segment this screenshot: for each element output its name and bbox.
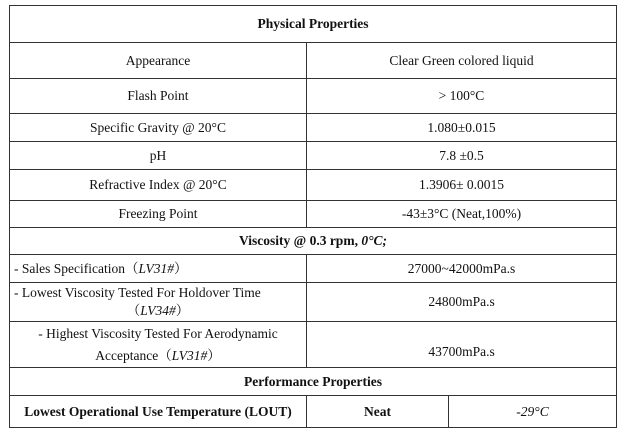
properties-table bbox=[9, 5, 617, 428]
refractive-index-value: 1.3906± 0.0015 bbox=[307, 170, 617, 201]
highest-viscosity-close: ） bbox=[207, 347, 221, 363]
freezing-point-value: -43±3°C (Neat,100%) bbox=[307, 201, 617, 228]
lout-value: -29°C bbox=[449, 396, 617, 428]
physical-properties-header: Physical Properties bbox=[10, 6, 617, 43]
table-row bbox=[10, 322, 617, 368]
highest-viscosity-line2 bbox=[14, 347, 302, 365]
lowest-viscosity-label bbox=[10, 283, 307, 322]
table-row bbox=[10, 43, 617, 79]
lowest-viscosity-line2 bbox=[14, 302, 302, 320]
specific-gravity-value: 1.080±0.015 bbox=[307, 114, 617, 142]
table-row bbox=[10, 142, 617, 170]
lowest-viscosity-open: （ bbox=[126, 303, 141, 318]
sales-spec-code: LV31# bbox=[138, 260, 174, 276]
lout-mode: Neat bbox=[307, 396, 449, 428]
ph-label: pH bbox=[10, 142, 307, 170]
specific-gravity-label: Specific Gravity @ 20°C bbox=[10, 114, 307, 142]
physical-header-row bbox=[10, 6, 617, 43]
viscosity-header-row bbox=[10, 228, 617, 255]
lowest-viscosity-line1: - Lowest Viscosity Tested For Holdover Time bbox=[14, 285, 261, 300]
freezing-point-label: Freezing Point bbox=[10, 201, 307, 228]
viscosity-header-text: Viscosity @ 0.3 rpm, bbox=[239, 233, 362, 248]
appearance-label: Appearance bbox=[10, 43, 307, 79]
table-row bbox=[10, 170, 617, 201]
appearance-value: Clear Green colored liquid bbox=[307, 43, 617, 79]
flash-point-value: > 100°C bbox=[307, 79, 617, 114]
highest-viscosity-value: 43700mPa.s bbox=[307, 322, 617, 368]
lowest-viscosity-code: LV34# bbox=[140, 303, 176, 318]
table-row bbox=[10, 201, 617, 228]
table-row bbox=[10, 79, 617, 114]
sales-spec-label bbox=[10, 255, 307, 283]
performance-properties-header: Performance Properties bbox=[10, 368, 617, 396]
table-row bbox=[10, 255, 617, 283]
sales-spec-suffix: ） bbox=[173, 260, 188, 276]
sales-spec-value: 27000~42000mPa.s bbox=[307, 255, 617, 283]
sales-spec-text: - Sales Specification（ bbox=[14, 260, 139, 276]
viscosity-header bbox=[10, 228, 617, 255]
viscosity-header-temp: 0°C; bbox=[361, 233, 387, 248]
table-row bbox=[10, 283, 617, 322]
highest-viscosity-label bbox=[10, 322, 307, 368]
lowest-viscosity-value: 24800mPa.s bbox=[307, 283, 617, 322]
table-row bbox=[10, 114, 617, 142]
highest-viscosity-line1: - Highest Viscosity Tested For Aerodynamic bbox=[38, 325, 278, 341]
table-row bbox=[10, 396, 617, 428]
highest-viscosity-text: Acceptance（ bbox=[95, 347, 172, 363]
ph-value: 7.8 ±0.5 bbox=[307, 142, 617, 170]
lout-label: Lowest Operational Use Temperature (LOUT) bbox=[10, 396, 307, 428]
lowest-viscosity-close: ） bbox=[175, 303, 190, 318]
refractive-index-label: Refractive Index @ 20°C bbox=[10, 170, 307, 201]
flash-point-label: Flash Point bbox=[10, 79, 307, 114]
highest-viscosity-code: LV31# bbox=[171, 347, 208, 363]
performance-header-row bbox=[10, 368, 617, 396]
